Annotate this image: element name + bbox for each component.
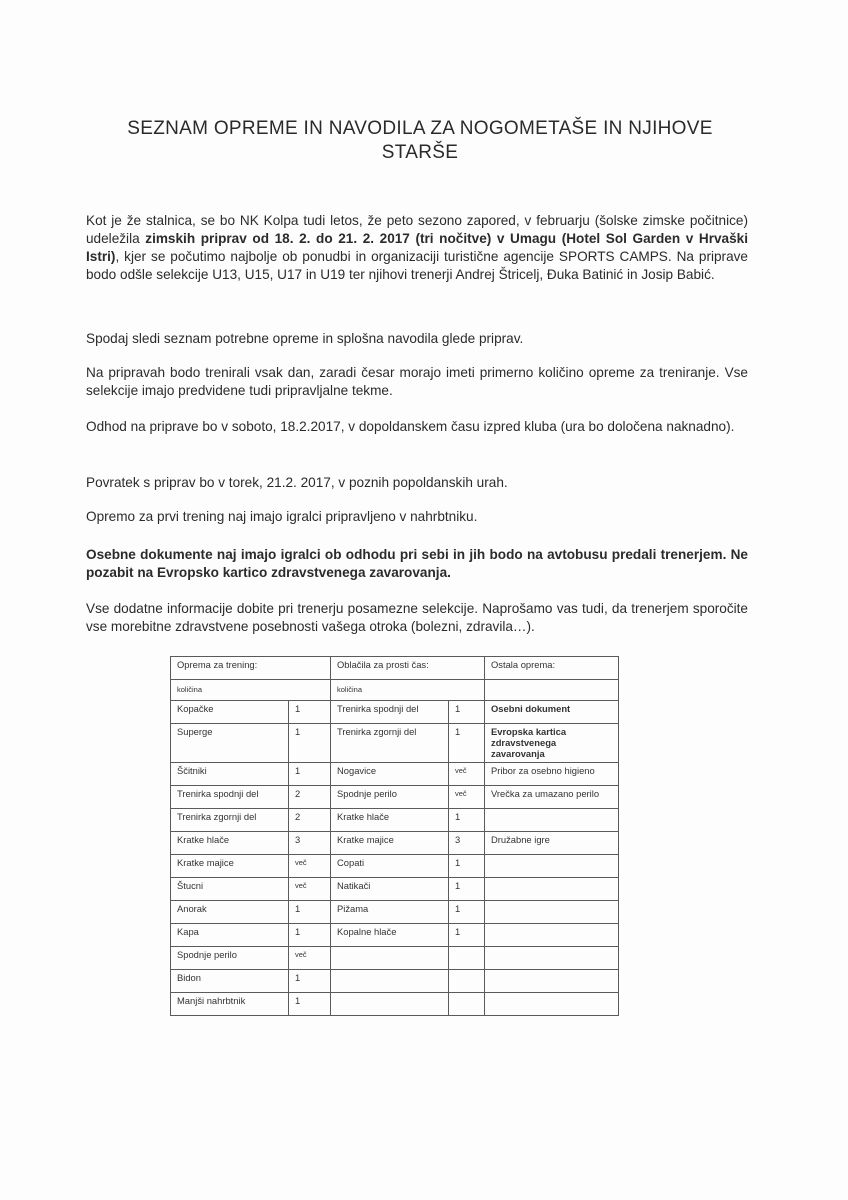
leisure-qty-cell bbox=[449, 947, 485, 970]
subheader-empty bbox=[485, 680, 619, 701]
leisure-qty-cell: več bbox=[449, 763, 485, 786]
intro-text-part2: , kjer se počutimo najbolje ob ponudbi in organizaciji turistične agencije SPORTS CAMPS. Na priprave bodo odšle selekcije U13, U15, U17 in U19 ter njihovi trenerji Andrej Štricelj, Đuka Batinić in Josip Babić. bbox=[86, 249, 748, 282]
table-row bbox=[171, 701, 619, 724]
table-row bbox=[171, 878, 619, 901]
leisure-item-cell: Spodnje perilo bbox=[331, 786, 449, 809]
table-row bbox=[171, 855, 619, 878]
other-item-cell bbox=[485, 924, 619, 947]
leisure-qty-cell: 1 bbox=[449, 855, 485, 878]
leisure-item-cell: Nogavice bbox=[331, 763, 449, 786]
training-qty-cell: več bbox=[289, 947, 331, 970]
training-qty-cell: več bbox=[289, 855, 331, 878]
table-row bbox=[171, 924, 619, 947]
training-qty-cell: 1 bbox=[289, 724, 331, 763]
training-qty-cell: 1 bbox=[289, 924, 331, 947]
leisure-item-cell: Kratke hlače bbox=[331, 809, 449, 832]
training-item-cell: Trenirka spodnji del bbox=[171, 786, 289, 809]
document-title: SEZNAM OPREME IN NAVODILA ZA NOGOMETAŠE IN NJIHOVE STARŠE bbox=[127, 118, 713, 163]
paragraph-equipment-intro: Spodaj sledi seznam potrebne opreme in splošna navodila glede priprav. bbox=[86, 331, 524, 346]
training-qty-cell: 1 bbox=[289, 970, 331, 993]
intro-paragraph bbox=[86, 212, 748, 284]
table-row bbox=[171, 970, 619, 993]
training-item-cell: Bidon bbox=[171, 970, 289, 993]
table-subheader-row bbox=[171, 680, 619, 701]
table-row bbox=[171, 763, 619, 786]
leisure-item-cell bbox=[331, 970, 449, 993]
training-qty-cell: 1 bbox=[289, 901, 331, 924]
paragraph-training: Na pripravah bodo trenirali vsak dan, zaradi česar morajo imeti primerno količino opreme za treniranje. Vse selekcije imajo predvidene tudi pripravljalne tekme. bbox=[86, 365, 748, 398]
leisure-item-cell: Natikači bbox=[331, 878, 449, 901]
training-qty-cell: 1 bbox=[289, 763, 331, 786]
leisure-item-cell: Trenirka zgornji del bbox=[331, 724, 449, 763]
leisure-item-cell bbox=[331, 947, 449, 970]
paragraph-additional-info: Vse dodatne informacije dobite pri trenerju posamezne selekcije. Naprošamo vas tudi, da trenerjem sporočite vse morebitne zdravstvene posebnosti vašega otroka (bolezni, zdravila…). bbox=[86, 601, 748, 634]
leisure-qty-cell bbox=[449, 970, 485, 993]
leisure-qty-cell: 1 bbox=[449, 809, 485, 832]
training-qty-cell: 1 bbox=[289, 993, 331, 1016]
training-item-cell: Ščitniki bbox=[171, 763, 289, 786]
training-item-cell: Kapa bbox=[171, 924, 289, 947]
header-other-equipment: Ostala oprema: bbox=[485, 657, 619, 680]
table-row bbox=[171, 993, 619, 1016]
leisure-qty-cell: več bbox=[449, 786, 485, 809]
other-item-cell: Družabne igre bbox=[485, 832, 619, 855]
table-row bbox=[171, 947, 619, 970]
other-item-cell bbox=[485, 809, 619, 832]
leisure-item-cell: Pižama bbox=[331, 901, 449, 924]
training-item-cell: Anorak bbox=[171, 901, 289, 924]
table-row bbox=[171, 901, 619, 924]
other-item-cell: Pribor za osebno higieno bbox=[485, 763, 619, 786]
training-item-cell: Spodnje perilo bbox=[171, 947, 289, 970]
leisure-item-cell: Kopalne hlače bbox=[331, 924, 449, 947]
other-item-cell: Vrečka za umazano perilo bbox=[485, 786, 619, 809]
other-item-cell bbox=[485, 970, 619, 993]
other-item-cell bbox=[485, 901, 619, 924]
subheader-quantity-leisure: količina bbox=[331, 680, 485, 701]
other-item-cell bbox=[485, 993, 619, 1016]
leisure-item-cell: Trenirka spodnji del bbox=[331, 701, 449, 724]
leisure-item-cell: Copati bbox=[331, 855, 449, 878]
training-item-cell: Štucni bbox=[171, 878, 289, 901]
training-item-cell: Trenirka zgornji del bbox=[171, 809, 289, 832]
paragraph-documents: Osebne dokumente naj imajo igralci ob odhodu pri sebi in jih bodo na avtobusu predali trenerjem. Ne pozabit na Evropsko kartico zdravstvenega zavarovanja. bbox=[86, 547, 748, 580]
training-item-cell: Superge bbox=[171, 724, 289, 763]
training-qty-cell: več bbox=[289, 878, 331, 901]
paragraph-departure: Odhod na priprave bo v soboto, 18.2.2017, v dopoldanskem času izpred kluba (ura bo določena naknadno). bbox=[86, 419, 735, 434]
training-qty-cell: 3 bbox=[289, 832, 331, 855]
other-item-cell: Osebni dokument bbox=[485, 701, 619, 724]
training-item-cell: Manjši nahrbtnik bbox=[171, 993, 289, 1016]
equipment-table bbox=[170, 656, 619, 1016]
leisure-qty-cell: 1 bbox=[449, 924, 485, 947]
leisure-qty-cell: 3 bbox=[449, 832, 485, 855]
intro-text-bold: zimskih priprav od 18. 2. do 21. 2. 2017 (tri nočitve) v Umagu (Hotel Sol Garden v Hrvaški Istri) bbox=[86, 231, 749, 264]
training-item-cell: Kratke majice bbox=[171, 855, 289, 878]
header-leisure-clothes: Oblačila za prosti čas: bbox=[331, 657, 485, 680]
leisure-item-cell bbox=[331, 993, 449, 1016]
table-row bbox=[171, 832, 619, 855]
paragraph-first-training: Opremo za prvi trening naj imajo igralci pripravljeno v nahrbtniku. bbox=[86, 509, 478, 524]
leisure-qty-cell: 1 bbox=[449, 878, 485, 901]
other-item-cell bbox=[485, 878, 619, 901]
subheader-quantity-training: količina bbox=[171, 680, 331, 701]
paragraph-return: Povratek s priprav bo v torek, 21.2. 2017, v poznih popoldanskih urah. bbox=[86, 475, 508, 490]
table-header-row bbox=[171, 657, 619, 680]
training-qty-cell: 2 bbox=[289, 809, 331, 832]
leisure-qty-cell bbox=[449, 993, 485, 1016]
table-row bbox=[171, 786, 619, 809]
leisure-qty-cell: 1 bbox=[449, 701, 485, 724]
training-item-cell: Kopačke bbox=[171, 701, 289, 724]
leisure-qty-cell: 1 bbox=[449, 901, 485, 924]
table-row bbox=[171, 724, 619, 763]
leisure-qty-cell: 1 bbox=[449, 724, 485, 763]
other-item-cell bbox=[485, 947, 619, 970]
other-item-cell: Evropska kartica zdravstvenega zavarovanja bbox=[485, 724, 619, 763]
training-qty-cell: 2 bbox=[289, 786, 331, 809]
intro-text-part1: Kot je že stalnica, se bo NK Kolpa tudi letos, že peto sezono zapored, v februarju (šolske zimske počitnice) udeležila bbox=[86, 213, 748, 246]
other-item-cell bbox=[485, 855, 619, 878]
training-qty-cell: 1 bbox=[289, 701, 331, 724]
header-training-equipment: Oprema za trening: bbox=[171, 657, 331, 680]
training-item-cell: Kratke hlače bbox=[171, 832, 289, 855]
leisure-item-cell: Kratke majice bbox=[331, 832, 449, 855]
table-row bbox=[171, 809, 619, 832]
